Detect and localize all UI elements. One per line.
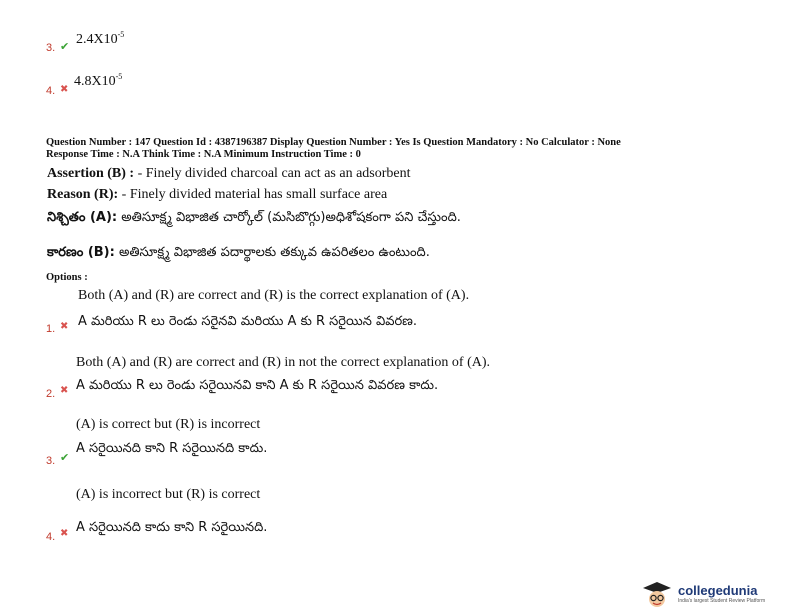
cross-icon: ✖ [60,528,69,539]
cross-icon: ✖ [60,321,69,332]
options-label: Options : [46,272,88,283]
cross-icon: ✖ [60,385,69,396]
option-4-telugu: A సరైయినది కాదు కాని R సరైయినది. [76,520,268,535]
option-1-number: 1. [46,323,56,335]
option-1-english: Both (A) and (R) are correct and (R) is the correct explanation of (A). [78,288,470,303]
option-3-english: (A) is correct but (R) is incorrect [76,417,261,432]
option-4-english: (A) is incorrect but (R) is correct [76,487,261,502]
prev-option-3-number: 3. [46,42,56,54]
check-icon: ✔ [60,40,70,53]
option-3-number: 3. [46,455,56,467]
assertion-telugu: నిశ్చితం (A): అతిసూక్ష్మ విభాజిత చార్కోల్ (మసిబొగ్గు)అధిశోషకంగా పని చేస్తుంది. [47,210,461,225]
graduate-mascot-icon [640,580,674,610]
question-meta-line1: Question Number : 147 Question Id : 4387196387 Display Question Number : Yes Is Question Mandatory : No Calculator : None [46,137,621,148]
option-2-number: 2. [46,388,56,400]
option-4-number: 4. [46,531,56,543]
option-2-english: Both (A) and (R) are correct and (R) in not the correct explanation of (A). [76,355,491,370]
cross-icon: ✖ [60,84,69,95]
logo-name: collegedunia [678,583,758,598]
reason-telugu: కారణం (B): అతిసూక్ష్మ విభాజిత పదార్థాలకు తక్కువ ఉపరితలం ఉంటుంది. [47,245,430,260]
prev-option-4-text: $4.8X10^{-5}$ [74,72,123,89]
check-icon: ✔ [60,451,70,464]
option-3-telugu: A సరైయినది కాని R సరైయినది కాదు. [76,441,268,456]
collegedunia-logo[interactable] [640,580,790,610]
question-meta-line2: Response Time : N.A Think Time : N.A Minimum Instruction Time : 0 [46,149,361,160]
option-1-telugu: A మరియు R లు రెండు సరైనవి మరియు A కు R సరైయిన వివరణ. [78,314,418,329]
assertion: Assertion (B) : - Finely divided charcoal can act as an adsorbent [47,166,411,181]
prev-option-4-number: 4. [46,85,56,97]
logo-tagline: India's largest Student Review Platform [678,598,766,604]
reason: Reason (R): - Finely divided material has small surface area [47,187,388,202]
option-2-telugu: A మరియు R లు రెండు సరైయినవి కాని A కు R సరైయిన వివరణ కాదు. [76,378,439,393]
prev-option-3-text: $2.4X10^{-5}$ [76,30,125,47]
